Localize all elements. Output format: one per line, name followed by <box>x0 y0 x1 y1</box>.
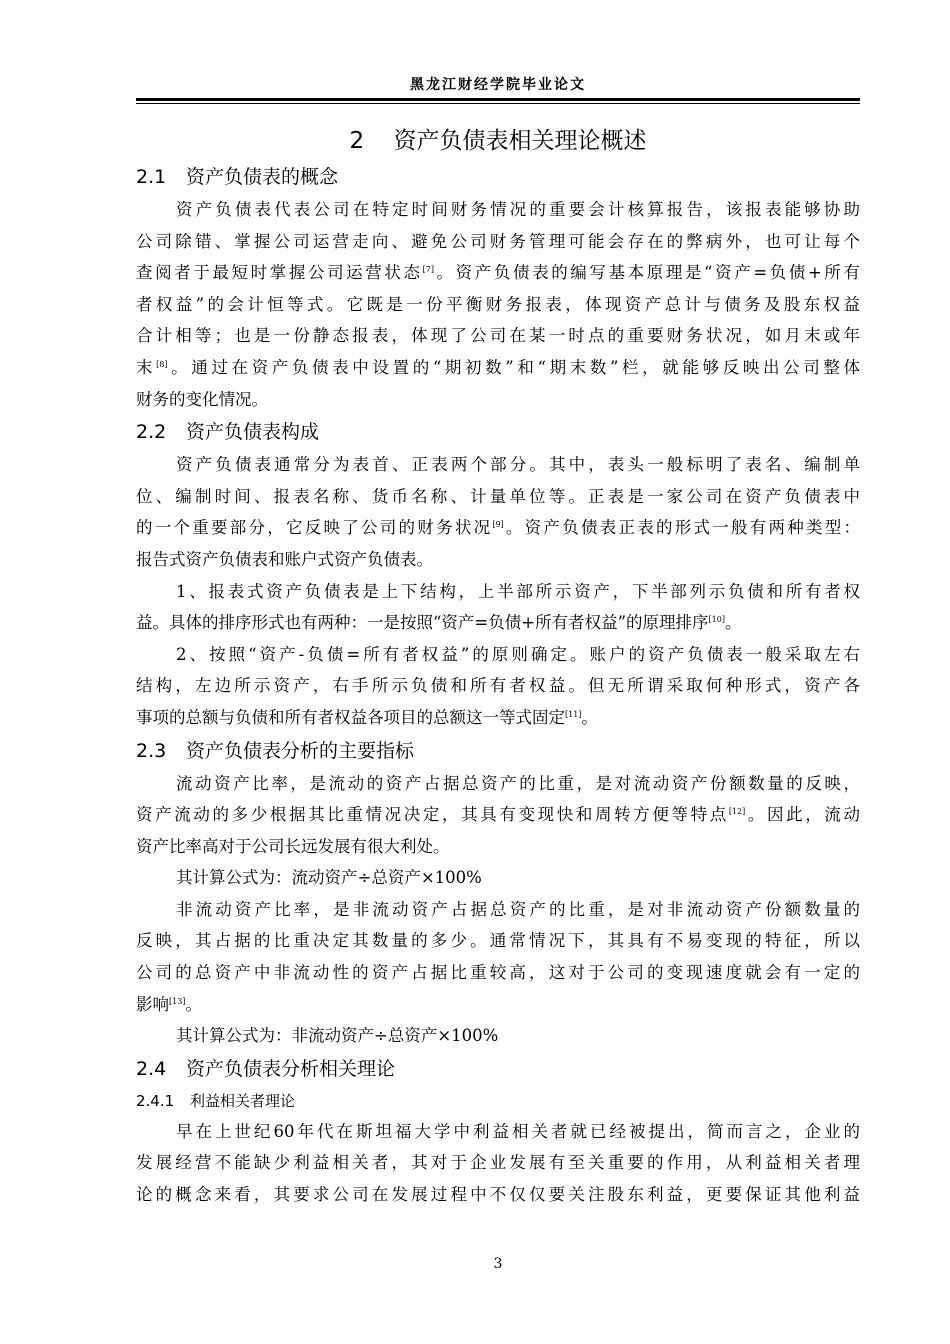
paragraph-line <box>136 702 860 734</box>
paragraph-line: 者权益”的会计恒等式。它既是一份平衡财务报表，体现资产总计与债务及股东权益 <box>136 294 860 314</box>
paragraph-line: 位、编制时间、报表名称、货币名称、计量单位等。正表是一家公司在资产负债表中 <box>136 486 860 506</box>
paragraph-line: 公司除错、掌握公司运营走向、避免公司财务管理可能会存在的弊病外，也可让每个 <box>136 231 860 251</box>
page-number: 3 <box>493 1256 503 1272</box>
citation: [12] <box>728 807 746 817</box>
subsection-title: 利益相关者理论 <box>190 1091 296 1110</box>
section-heading-2-1 <box>136 160 860 194</box>
text-run: 。 <box>724 613 742 633</box>
text-run: 益。具体的排序形式也有两种：一是按照“资产=负债+所有者权益”的原理排序 <box>136 613 709 633</box>
text-run: 。资产负债表的编写基本原理是“资产=负债+所有 <box>433 263 860 283</box>
citation: [10] <box>708 615 725 625</box>
paragraph-line: 资产比率高对于公司长远发展有很大利处。 <box>136 836 450 856</box>
paragraph-line: 合计相等；也是一份静态报表，体现了公司在某一时点的重要财务状况，如月末或年 <box>136 326 860 346</box>
section-number: 2.2 <box>136 421 167 444</box>
section-number: 2.3 <box>136 739 167 762</box>
chapter-title-text: 资产负债表相关理论概述 <box>393 128 647 154</box>
chapter-number: 2 <box>349 128 365 154</box>
paragraph-line <box>136 352 860 384</box>
formula-line: 其计算公式为：流动资产÷总资产×100% <box>176 868 482 888</box>
paragraph-line: 流动资产比率，是流动的资产占据总资产的比重，是对流动资产份额数量的反映， <box>176 773 860 793</box>
text-run: 影响 <box>136 994 169 1014</box>
section-heading-2-2 <box>136 415 860 449</box>
text-run: 事项的总额与负债和所有者权益各项目的总额这一等式固定 <box>136 707 565 727</box>
paragraph-line <box>136 257 860 289</box>
paragraph-line: 资产负债表代表公司在特定时间财务情况的重要会计核算报告，该报表能够协助 <box>176 200 860 219</box>
paragraph-line: 结构，左边所示资产，右手所示负债和所有者权益。但无所谓采取何种形式，资产各 <box>136 676 860 696</box>
text-run: 查阅者于最短时掌握公司运营状态 <box>136 263 423 283</box>
section-heading-2-4 <box>136 1052 860 1086</box>
paragraph-line: 2、按照“资产-负债=所有者权益”的原则确定。账户的资产负债表一般采取左右 <box>176 644 860 664</box>
paragraph-line: 发展经营不能缺少利益相关者，其对于企业发展有至关重要的作用，从利益相关者理 <box>136 1153 860 1173</box>
running-header: 黑龙江财经学院毕业论文 <box>410 77 586 93</box>
text-run: 资产流动的多少根据其比重情况决定，其具有变现快和周转方便等特点 <box>136 805 729 825</box>
citation: [9] <box>492 520 504 530</box>
paragraph-line <box>136 512 860 544</box>
paragraph-line <box>136 607 860 639</box>
paragraph-line: 财务的变化情况。 <box>136 389 268 409</box>
header-rule-thick <box>136 98 860 101</box>
citation: [7] <box>422 265 434 275</box>
body-content <box>136 160 860 1211</box>
paragraph-line: 报告式资产负债表和账户式资产负债表。 <box>136 549 433 569</box>
header-rule-thin <box>136 103 860 104</box>
section-number: 2.4 <box>136 1057 167 1080</box>
text-run: 。 <box>185 994 202 1014</box>
citation: [13] <box>169 996 186 1006</box>
text-run: 。通过在资产负债表中设置的“期初数”和“期末数”栏，就能够反映出公司整体 <box>167 357 860 377</box>
section-title: 资产负债表的概念 <box>186 166 339 188</box>
text-run: 。 <box>581 707 598 727</box>
text-run: 的一个重要部分，它反映了公司的财务状况 <box>136 518 493 538</box>
section-heading-2-3 <box>136 734 860 768</box>
section-title: 资产负债表构成 <box>186 421 320 444</box>
section-title: 资产负债表分析相关理论 <box>186 1057 396 1080</box>
formula-line: 其计算公式为：非流动资产÷总资产×100% <box>176 1026 499 1046</box>
subsection-heading-2-4-1 <box>136 1086 860 1116</box>
paragraph-line: 资产负债表通常分为表首、正表两个部分。其中，表头一般标明了表名、编制单 <box>176 455 860 475</box>
subsection-number: 2.4.1 <box>136 1091 175 1110</box>
text-run: 。因此，流动 <box>745 805 861 825</box>
text-run: 末 <box>136 357 157 377</box>
section-number: 2.1 <box>136 166 167 188</box>
paragraph-line <box>136 989 860 1021</box>
chapter-title <box>136 122 860 155</box>
paragraph-line: 论的概念来看，其要求公司在发展过程中不仅仅要关注股东利益，更要保证其他利益 <box>136 1185 860 1205</box>
paragraph-line: 1、报表式资产负债表是上下结构，上半部所示资产，下半部列示负债和所有者权 <box>176 581 860 601</box>
paragraph-line: 早在上世纪60年代在斯坦福大学中利益相关者就已经被提出，简而言之，企业的 <box>176 1121 860 1141</box>
paragraph-line: 反映，其占据的比重决定其数量的多少。通常情况下，其具有不易变现的特征，所以 <box>136 931 860 951</box>
text-run: 。资产负债表正表的形式一般有两种类型： <box>503 518 861 538</box>
paragraph-line <box>136 799 860 831</box>
paragraph-line: 非流动资产比率，是非流动资产占据总资产的比重，是对非流动资产份额数量的 <box>176 899 860 919</box>
paragraph-line: 公司的总资产中非流动性的资产占据比重较高，这对于公司的变现速度就会有一定的 <box>136 963 860 983</box>
citation: [8] <box>156 359 168 369</box>
section-title: 资产负债表分析的主要指标 <box>186 739 415 762</box>
citation: [11] <box>565 709 582 719</box>
